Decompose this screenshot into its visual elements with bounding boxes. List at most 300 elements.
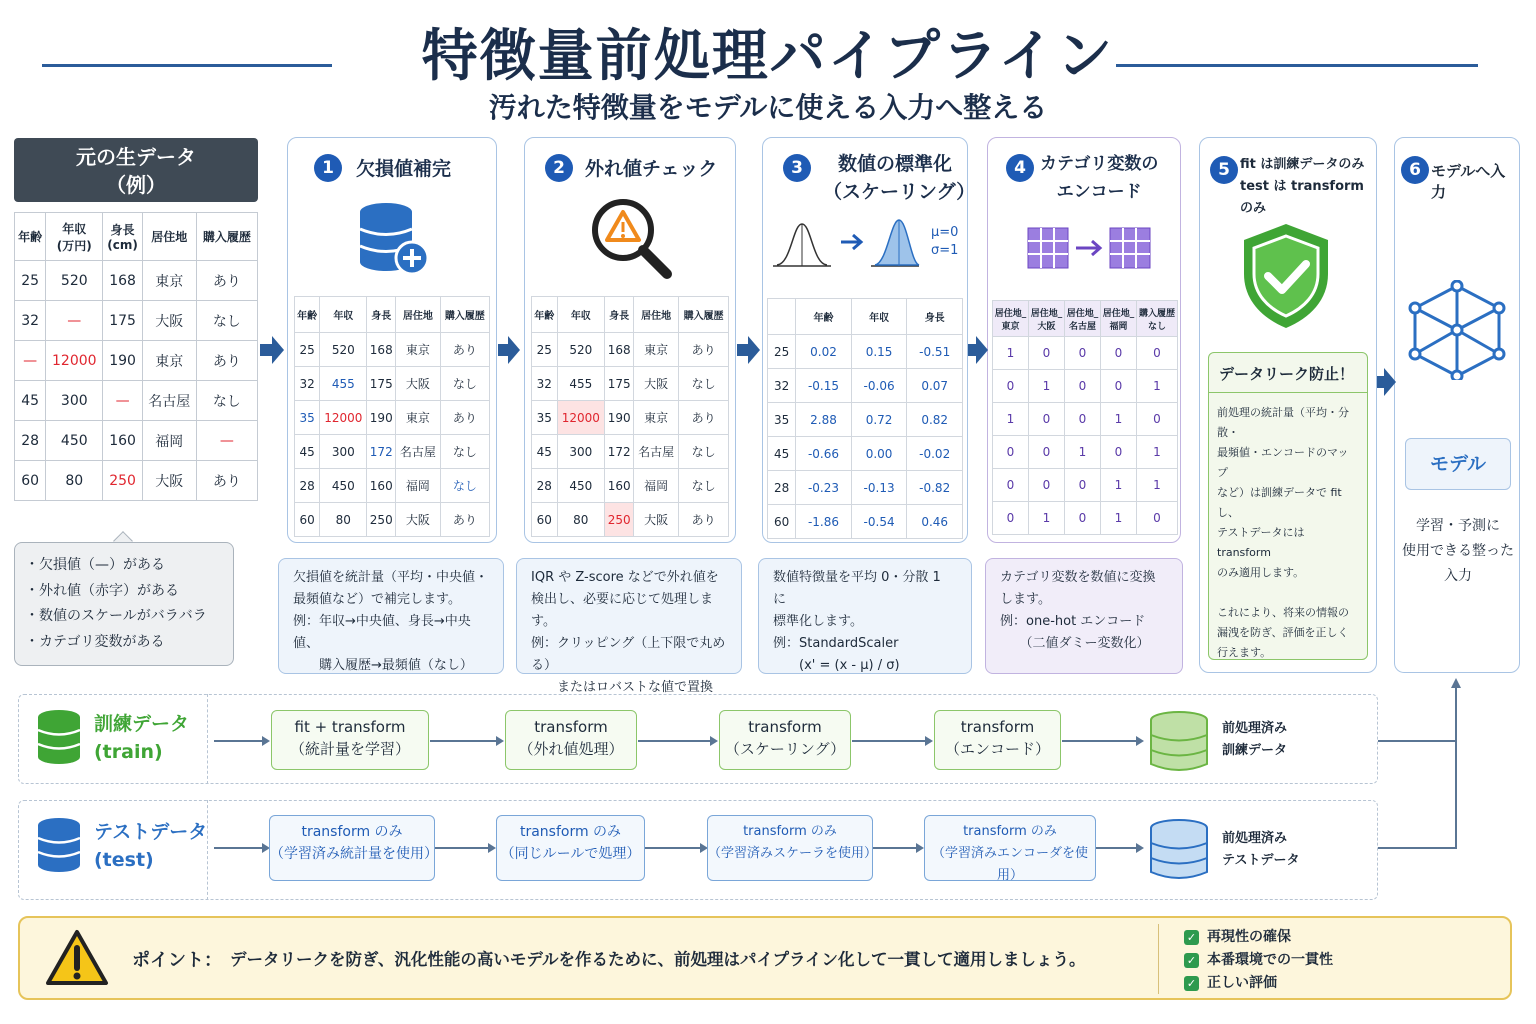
table-row (295, 503, 490, 537)
text-line: 例：クリッピング（上下限で丸める） (531, 636, 726, 673)
table-cell: 190 (103, 341, 143, 381)
table-cell: 0.72 (851, 403, 907, 437)
table-cell: 1 (993, 403, 1029, 436)
table-row (532, 435, 729, 469)
text-line: 標準化します。 (773, 614, 863, 629)
point-label: ポイント： (132, 950, 222, 971)
table-cell: 1 (1101, 403, 1137, 436)
table-cell: 32 (295, 367, 320, 401)
table-cell: 60 (295, 503, 320, 537)
step-title: 欠損値補完 (356, 158, 452, 180)
text-line: 欠損値を統計量（平均・中央値・ (293, 570, 489, 585)
model-label: モデル (1405, 438, 1511, 490)
table-cell: 名古屋 (396, 435, 441, 469)
check-item: ✓ 正しい評価 (1184, 972, 1333, 995)
table-cell: 60 (532, 503, 558, 537)
table-cell: あり (196, 461, 257, 501)
table-cell: 東京 (396, 401, 441, 435)
table-row (15, 461, 258, 501)
shield-check-icon (1238, 220, 1334, 332)
table-cell: 450 (46, 421, 103, 461)
table-cell: 0 (1065, 337, 1101, 370)
text-line: IQR や Z-score などで外れ値を (531, 570, 719, 585)
table-cell: あり (440, 333, 489, 367)
table-header-cell: 身長 (605, 297, 634, 333)
table-cell: 250 (367, 503, 396, 537)
table-row (768, 471, 963, 505)
step-4-table (992, 300, 1178, 535)
table-header-cell (768, 299, 796, 335)
table-row (993, 403, 1178, 436)
table-cell: 東京 (142, 341, 196, 381)
test-database-icon (36, 816, 82, 874)
table-header-row (993, 301, 1178, 337)
table-row (15, 381, 258, 421)
table-cell: あり (679, 503, 729, 537)
test-step-4: transform のみ （学習済みエンコーダを使用） (924, 815, 1096, 881)
step-4-card (987, 137, 1181, 543)
table-cell: 0 (1101, 370, 1137, 403)
table-cell: -0.82 (907, 471, 963, 505)
step-3-card (762, 137, 976, 543)
page-subtitle: 汚れた特徴量をモデルに使える入力へ整える (488, 91, 1048, 124)
table-cell: あり (196, 261, 257, 301)
table-cell: なし (679, 469, 729, 503)
table-cell: 168 (103, 261, 143, 301)
table-cell: 35 (532, 401, 558, 435)
train-database-icon (36, 708, 82, 766)
table-cell: 大阪 (396, 503, 441, 537)
table-cell: 0 (993, 436, 1029, 469)
step-title: カテゴリ変数の エンコード (1040, 154, 1159, 202)
table-cell: 25 (15, 261, 46, 301)
table-cell: 12000 (557, 401, 605, 435)
table-header-cell: 年齢 (295, 297, 320, 333)
table-cell: 450 (557, 469, 605, 503)
step-title: モデルへ入力 (1431, 162, 1506, 201)
table-header-row (15, 213, 258, 261)
table-cell: -0.51 (907, 335, 963, 369)
step-number: 1 (314, 154, 342, 182)
table-cell: 25 (295, 333, 320, 367)
raw-data-issues (14, 542, 234, 666)
table-header-cell: 居住地_ 大阪 (1029, 301, 1065, 337)
table-row (532, 367, 729, 401)
table-cell: 0.00 (851, 437, 907, 471)
check-item: ✓ 本番環境での一貫性 (1184, 949, 1333, 972)
train-step-1: fit + transform （統計量を学習） (271, 710, 429, 770)
model-text (1395, 514, 1521, 589)
table-header-row (532, 297, 729, 333)
table-header-cell: 居住地 (634, 297, 679, 333)
table-row (993, 436, 1178, 469)
table-cell: 175 (605, 367, 634, 401)
point-box (18, 916, 1512, 1000)
table-cell: 520 (320, 333, 367, 367)
point-text: データリークを防ぎ、汎化性能の高いモデルを作るために、前処理はパイプライン化して一貫して適用しましょう。 (230, 950, 1086, 969)
table-cell: 0 (1029, 469, 1065, 502)
table-cell: 80 (557, 503, 605, 537)
table-cell: -0.13 (851, 471, 907, 505)
table-header-cell: 年収 (557, 297, 605, 333)
text-line (1217, 583, 1359, 603)
table-header-cell: 購入履歴 (440, 297, 489, 333)
table-header-cell: 年齢 (796, 299, 852, 335)
table-row (295, 367, 490, 401)
step-number: 2 (545, 154, 573, 182)
text-line: 例：one-hot エンコード (1000, 614, 1146, 629)
table-cell: 0 (1137, 502, 1178, 535)
table-cell: 1 (1137, 469, 1178, 502)
table-cell: 45 (768, 437, 796, 471)
table-cell: 35 (295, 401, 320, 435)
train-step-2: transform （外れ値処理） (505, 710, 637, 770)
table-cell: -0.66 (796, 437, 852, 471)
table-cell: 32 (15, 301, 46, 341)
table-cell: あり (679, 333, 729, 367)
check-icon: ✓ (1184, 976, 1199, 991)
normal-distribution-icon (771, 218, 921, 268)
table-cell: 160 (367, 469, 396, 503)
train-step-3: transform （スケーリング） (719, 710, 851, 770)
table-cell: 2.88 (796, 403, 852, 437)
text-line: (x' = (x - μ) / σ) (773, 658, 900, 673)
table-cell: 0 (993, 370, 1029, 403)
table-cell: 28 (532, 469, 558, 503)
table-cell: 1 (1137, 436, 1178, 469)
table-cell: 1 (1065, 436, 1101, 469)
table-header-cell: 居住地_ 東京 (993, 301, 1029, 337)
table-cell: -0.54 (851, 505, 907, 539)
table-cell: 0.07 (907, 369, 963, 403)
table-cell: 190 (605, 401, 634, 435)
table-header-cell: 年収 (851, 299, 907, 335)
step-title: 外れ値チェック (585, 158, 718, 180)
table-cell: 520 (46, 261, 103, 301)
table-cell: 0 (1101, 337, 1137, 370)
step-number: 4 (1006, 154, 1034, 182)
raw-data-table (14, 212, 258, 501)
table-cell: 45 (532, 435, 558, 469)
table-cell: 455 (557, 367, 605, 401)
table-cell: 福岡 (142, 421, 196, 461)
table-cell: 455 (320, 367, 367, 401)
test-step-3: transform のみ （学習済みスケーラを使用） (707, 815, 873, 881)
table-cell: 25 (532, 333, 558, 367)
table-cell: 190 (367, 401, 396, 435)
step-number: 6 (1401, 156, 1429, 184)
table-cell: 東京 (142, 261, 196, 301)
table-cell: 28 (15, 421, 46, 461)
step-4-note (985, 558, 1183, 674)
table-cell: 45 (295, 435, 320, 469)
table-cell: 東京 (396, 333, 441, 367)
table-row (993, 370, 1178, 403)
check-icon: ✓ (1184, 930, 1199, 945)
table-header-cell: 居住地 (396, 297, 441, 333)
table-cell: 1 (1137, 370, 1178, 403)
step-1-card (287, 137, 497, 543)
table-cell: 450 (320, 469, 367, 503)
table-cell: 28 (768, 471, 796, 505)
table-header-cell: 身長 (367, 297, 396, 333)
table-cell: 大阪 (142, 301, 196, 341)
table-row (532, 401, 729, 435)
table-row (532, 333, 729, 367)
page-title: 特徴量前処理パイプライン (421, 24, 1115, 89)
text-line: カテゴリ変数を数値に変換します。 (1000, 570, 1156, 607)
table-header-cell: 居住地_ 名古屋 (1065, 301, 1101, 337)
table-cell: あり (440, 503, 489, 537)
text-line: 最頻値など）で補完します。 (293, 592, 461, 607)
test-step-1: transform のみ （学習済み統計量を使用） (269, 815, 435, 881)
table-cell: 250 (103, 461, 143, 501)
text-line: のみ適用します。 (1217, 566, 1305, 579)
table-cell: なし (440, 469, 489, 503)
table-row (15, 301, 258, 341)
table-cell: 0 (993, 502, 1029, 535)
table-row (15, 421, 258, 461)
table-row (295, 333, 490, 367)
text-line: 検出し、必要に応じて処理します。 (531, 592, 714, 629)
table-cell: 60 (768, 505, 796, 539)
table-cell: 175 (103, 301, 143, 341)
text-line: 購入履歴→最頻値（なし） (293, 658, 473, 673)
text-line: 最頻値・エンコードのマップ (1217, 446, 1349, 479)
warning-icon (44, 928, 110, 988)
table-cell: あり (679, 401, 729, 435)
train-result-database-icon (1148, 710, 1210, 774)
table-cell: なし (679, 367, 729, 401)
table-cell: 大阪 (634, 367, 679, 401)
table-cell: 大阪 (142, 461, 196, 501)
table-cell: なし (196, 381, 257, 421)
table-header-cell: 年齢 (15, 213, 46, 261)
table-cell: 1 (1101, 469, 1137, 502)
text-line: 入力 (1444, 568, 1472, 584)
table-header-cell: 年齢 (532, 297, 558, 333)
text-line: ・欠損値（—）がある (25, 557, 165, 573)
text-line: 使用できる整った (1402, 543, 1514, 559)
table-cell: 大阪 (396, 367, 441, 401)
table-cell: — (15, 341, 46, 381)
table-cell: 0 (1029, 403, 1065, 436)
table-row (993, 469, 1178, 502)
table-cell: 0 (993, 469, 1029, 502)
table-cell: 0 (1065, 370, 1101, 403)
step-2-table (531, 296, 729, 537)
step-3-table (767, 298, 963, 539)
table-cell: なし (440, 435, 489, 469)
table-cell: 520 (557, 333, 605, 367)
point-checklist (1184, 926, 1333, 995)
table-cell: 60 (15, 461, 46, 501)
text-line: 行えます。 (1217, 646, 1272, 659)
lane-divider (207, 694, 208, 784)
step-3-note (758, 558, 972, 674)
table-cell: 80 (320, 503, 367, 537)
table-cell: 168 (605, 333, 634, 367)
test-result-database-icon (1148, 818, 1210, 882)
table-cell: 160 (605, 469, 634, 503)
text-line: テストデータには transform (1217, 526, 1305, 559)
table-cell: 300 (320, 435, 367, 469)
table-cell: 東京 (634, 401, 679, 435)
text-line: 漏洩を防ぎ、評価を正しく (1217, 626, 1349, 639)
text-line: など）は訓練データで fit し、 (1217, 486, 1342, 519)
raw-data-heading: 元の生データ （例） (14, 138, 258, 202)
text-line: またはロバストな値で置換 (531, 680, 714, 695)
table-header-cell: 身長 (cm) (103, 213, 143, 261)
table-cell: 0 (1137, 337, 1178, 370)
table-header-cell: 購入履歴 なし (1137, 301, 1178, 337)
step-6-card (1394, 137, 1520, 673)
table-cell: 1 (1029, 370, 1065, 403)
table-cell: 250 (605, 503, 634, 537)
table-cell: 大阪 (634, 503, 679, 537)
text-line: 学習・予測に (1416, 518, 1500, 534)
table-row (532, 503, 729, 537)
table-cell: 福岡 (634, 469, 679, 503)
step-number: 3 (783, 154, 811, 182)
table-cell: 35 (768, 403, 796, 437)
table-header-cell: 購入履歴 (679, 297, 729, 333)
text-line: （二値ダミー変数化） (1000, 636, 1150, 651)
step-title: fit は訓練データのみ test は transform のみ (1240, 157, 1365, 216)
table-cell: 0.15 (851, 335, 907, 369)
table-cell: 12000 (320, 401, 367, 435)
text-line: ・外れ値（赤字）がある (25, 582, 179, 599)
text-line: ・カテゴリ変数がある (25, 633, 165, 650)
table-row (993, 337, 1178, 370)
table-row (768, 403, 963, 437)
table-row (768, 505, 963, 539)
table-cell: 32 (768, 369, 796, 403)
table-cell: -0.06 (851, 369, 907, 403)
table-cell: 東京 (634, 333, 679, 367)
table-cell: 80 (46, 461, 103, 501)
table-cell: 名古屋 (142, 381, 196, 421)
table-cell: 172 (367, 435, 396, 469)
table-cell: 300 (46, 381, 103, 421)
table-header-cell: 居住地_ 福岡 (1101, 301, 1137, 337)
table-cell: 福岡 (396, 469, 441, 503)
table-cell: あり (196, 341, 257, 381)
table-cell: — (103, 381, 143, 421)
check-item: ✓ 再現性の確保 (1184, 926, 1333, 949)
table-cell: 1 (1029, 502, 1065, 535)
table-header-cell: 購入履歴 (196, 213, 257, 261)
table-cell: 32 (532, 367, 558, 401)
table-cell: 0 (1029, 436, 1065, 469)
table-cell: 0 (1065, 469, 1101, 502)
text-line: これにより、将来の情報の (1217, 606, 1349, 619)
text-line: 例：StandardScaler (773, 636, 899, 651)
step-2-note (516, 558, 742, 695)
table-header-cell: 居住地 (142, 213, 196, 261)
train-step-4: transform （エンコード） (934, 710, 1061, 770)
model-cube-icon (1407, 280, 1507, 380)
table-cell: -1.86 (796, 505, 852, 539)
table-cell: 0.46 (907, 505, 963, 539)
table-cell: なし (440, 367, 489, 401)
test-step-2: transform のみ （同じルールで処理） (496, 815, 645, 881)
table-row (768, 369, 963, 403)
table-cell: -0.15 (796, 369, 852, 403)
table-cell: あり (440, 401, 489, 435)
table-header-cell: 年収 (万円) (46, 213, 103, 261)
text-line: 例：年収→中央値、身長→中央値、 (293, 614, 471, 651)
table-cell: 名古屋 (634, 435, 679, 469)
table-cell: 28 (295, 469, 320, 503)
table-cell: 168 (367, 333, 396, 367)
step-1-note (278, 558, 504, 674)
text-line: 前処理の統計量（平均・分散・ (1217, 406, 1349, 439)
text-line: 数値特徴量を平均 0・分散 1 に (773, 570, 941, 607)
table-header-row (295, 297, 490, 333)
step-5-card (1199, 137, 1377, 673)
table-row (295, 435, 490, 469)
table-cell: 25 (768, 335, 796, 369)
train-result-label: 前処理済み 訓練データ (1222, 721, 1288, 758)
step-2-card (524, 137, 736, 543)
table-cell: 0 (1101, 436, 1137, 469)
step-number: 5 (1210, 156, 1238, 184)
test-result-label: 前処理済み テストデータ (1222, 831, 1300, 868)
table-row (768, 335, 963, 369)
table-cell: 175 (367, 367, 396, 401)
table-cell: 160 (103, 421, 143, 461)
table-cell: — (46, 301, 103, 341)
data-leak-box (1208, 352, 1368, 660)
step-1-table (294, 296, 490, 537)
table-cell: 0.82 (907, 403, 963, 437)
table-cell: 300 (557, 435, 605, 469)
table-cell: 1 (1101, 502, 1137, 535)
table-row (993, 502, 1178, 535)
database-plus-icon (354, 198, 434, 278)
table-cell: 12000 (46, 341, 103, 381)
table-row (295, 401, 490, 435)
check-icon: ✓ (1184, 953, 1199, 968)
table-cell: 0 (1029, 337, 1065, 370)
magnifier-warning-icon (587, 196, 677, 280)
table-cell: -0.23 (796, 471, 852, 505)
table-cell: -0.02 (907, 437, 963, 471)
test-label: テストデータ (test) (94, 821, 208, 871)
point-divider (1158, 924, 1159, 994)
table-row (768, 437, 963, 471)
table-row (295, 469, 490, 503)
grid-transform-icon (1026, 226, 1156, 272)
table-row (15, 341, 258, 381)
step-title: 数値の標準化 （スケーリング） (823, 153, 976, 203)
leak-title: データリーク防止！ (1209, 353, 1367, 393)
scaling-stats: μ=0 σ=1 (931, 225, 959, 258)
train-label: 訓練データ (train) (94, 713, 190, 763)
table-cell: 0 (1065, 403, 1101, 436)
table-header-cell: 年収 (320, 297, 367, 333)
table-cell: 0 (1065, 502, 1101, 535)
table-cell: — (196, 421, 257, 461)
table-header-row (768, 299, 963, 335)
leak-text (1209, 393, 1367, 673)
table-cell: なし (196, 301, 257, 341)
table-row (532, 469, 729, 503)
table-row (15, 261, 258, 301)
text-line: ・数値のスケールがバラバラ (25, 608, 207, 624)
table-cell: 45 (15, 381, 46, 421)
